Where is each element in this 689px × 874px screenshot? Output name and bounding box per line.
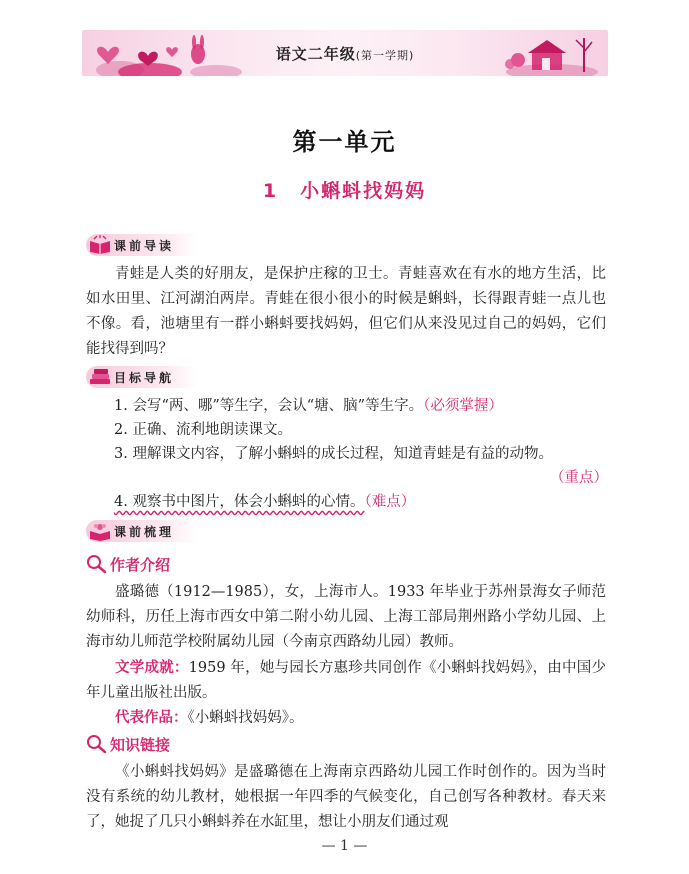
book-term: (第一学期) — [355, 49, 415, 62]
goal-tag: （重点） — [550, 470, 608, 486]
knowledge-heading — [86, 733, 170, 755]
page-number: — 1 — — [321, 838, 368, 854]
goal-tag: （难点） — [364, 494, 416, 510]
achievement-label: 文学成就： — [115, 660, 189, 676]
goal-tag: （必须掌握） — [423, 398, 503, 414]
section-preview-heading — [86, 234, 198, 256]
book-title: 语文二年级 — [275, 45, 356, 63]
author-heading — [86, 553, 170, 575]
author-achievement — [86, 656, 606, 706]
author-bio: 盛璐德（1912—1985），女，上海市人。1933 年毕业于苏州景海女子师范幼师科，历任上海市西女中第二附小幼儿园、上海工部局荆州路小学幼儿园、上海市幼儿师范学校附属幼儿园（今南京西路幼儿园）教师。 — [86, 584, 606, 650]
open-book-icon — [88, 235, 112, 255]
goal-text: 3. 理解课文内容，了解小蝌蚪的成长过程，知道青蛙是有益的动物。 — [114, 446, 553, 462]
stacked-books-icon — [88, 367, 112, 387]
goal-text: 2. 正确、流利地朗读课文。 — [114, 422, 292, 438]
goal-item — [114, 394, 608, 418]
lesson-number: 1 — [262, 180, 279, 202]
goal-text: 1. 会写“两、哪”等生字，会认“塘、脑”等生字。 — [114, 398, 424, 414]
author-works — [86, 706, 606, 731]
book-flower-icon — [88, 521, 112, 541]
works-text: 《小蝌蚪找妈妈》。 — [187, 710, 304, 726]
goals-list — [114, 394, 608, 514]
section-goals-label: 目标导航 — [114, 370, 175, 385]
header-band — [82, 30, 608, 76]
section-review-heading — [86, 520, 198, 542]
knowledge-heading-label: 知识链接 — [110, 735, 171, 754]
house-tree-decoration-icon — [492, 30, 602, 76]
preview-paragraph: 青蛙是人类的好朋友，是保护庄稼的卫士。青蛙喜欢在有水的地方生活，比如水田里、江河湖泊两岸。青蛙在很小很小的时候是蝌蚪，长得跟青蛙一点儿也不像。看，池塘里有一群小蝌蚪要找妈妈，但它们从来没见过自己的妈妈，它们能找得到吗？ — [86, 266, 606, 357]
goal-item — [114, 442, 608, 466]
goal-text: 4. 观察书中图片，体会小蝌蚪的心情。 — [114, 494, 365, 510]
goal-item — [114, 490, 608, 514]
magnifier-icon — [86, 554, 108, 574]
lesson-name: 小蝌蚪找妈妈 — [300, 180, 427, 202]
magnifier-icon — [86, 734, 108, 754]
knowledge-paragraph: 《小蝌蚪找妈妈》是盛璐德在上海南京西路幼儿园工作时创作的。因为当时没有系统的幼儿教材，她根据一年四季的气候变化，自己创写各种教材。春天来了，她捉了几只小蝌蚪养在水缸里，想让小朋友们通过观 — [86, 764, 606, 830]
section-review-label: 课前梳理 — [114, 524, 175, 539]
goal-item — [114, 418, 608, 442]
achievement-text: 1959 年，她与园长方惠珍共同创作《小蝌蚪找妈妈》，由中国少年儿童出版社出版。 — [86, 660, 606, 701]
author-heading-label: 作者介绍 — [110, 555, 171, 574]
lesson-title — [0, 176, 689, 203]
section-goals-heading — [86, 366, 198, 388]
works-label: 代表作品： — [115, 710, 188, 726]
section-preview-label: 课前导读 — [114, 238, 175, 253]
unit-title: 第一单元 — [292, 127, 397, 156]
